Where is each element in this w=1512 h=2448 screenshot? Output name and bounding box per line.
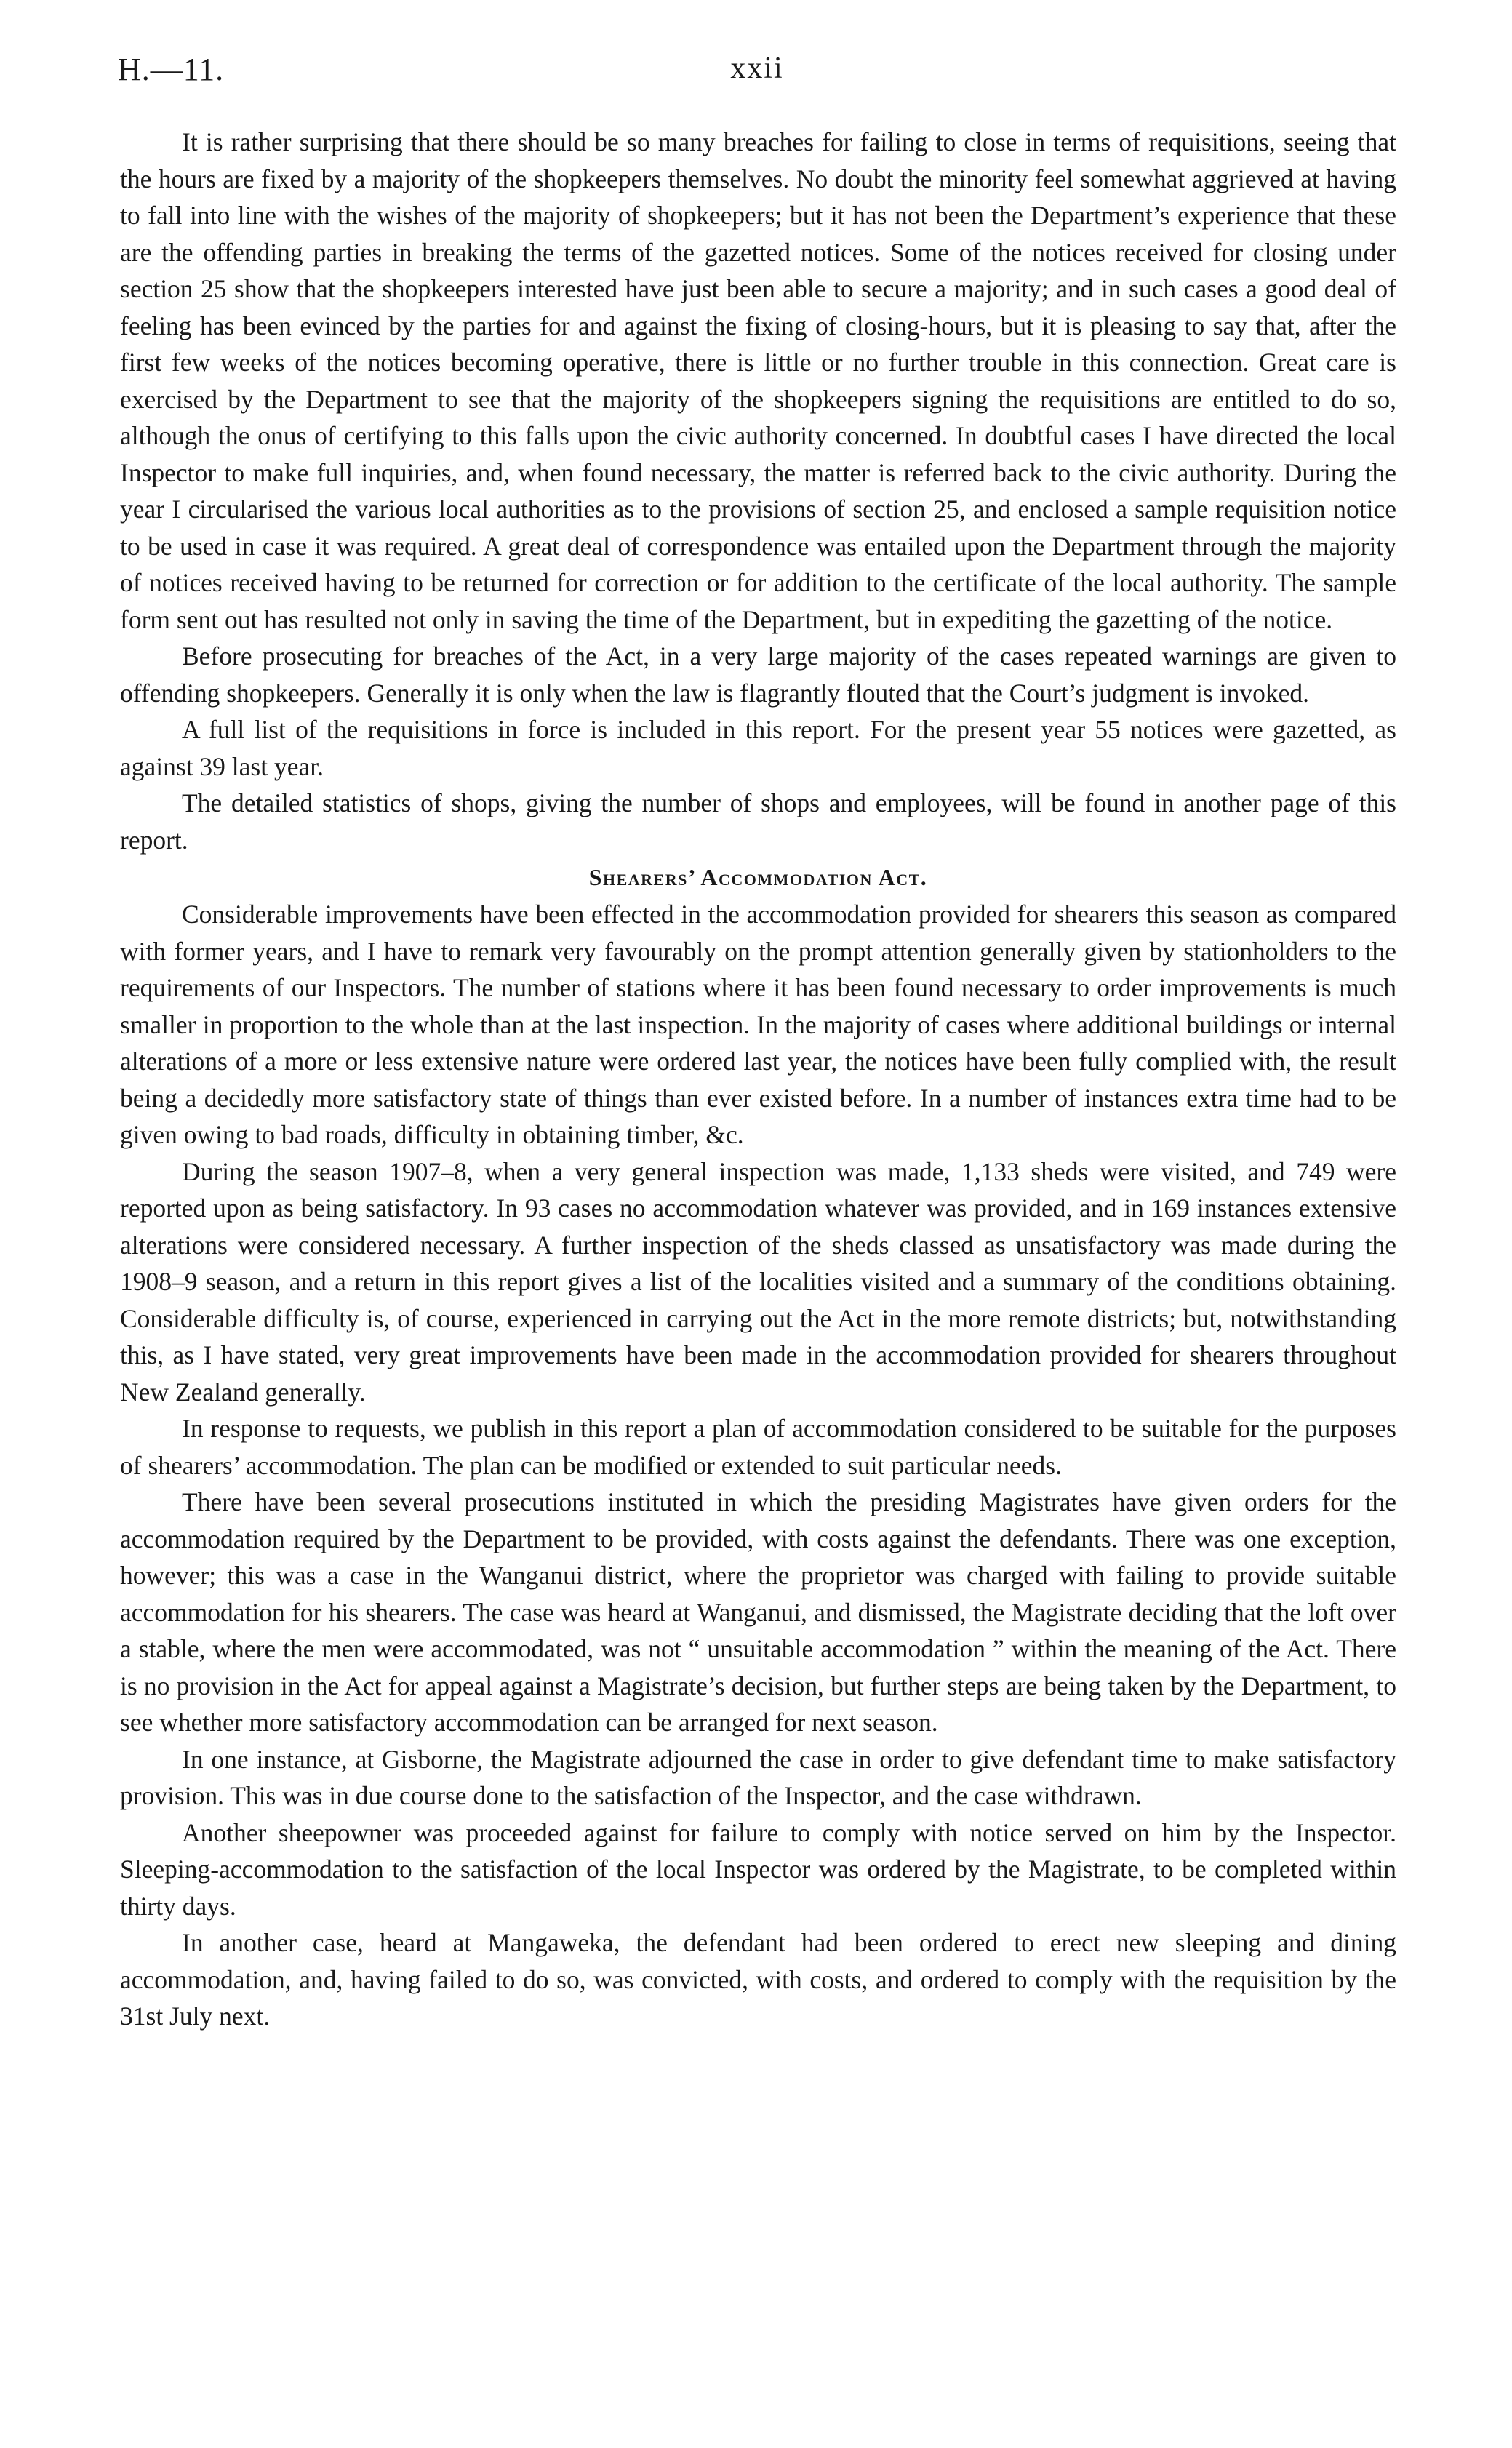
paragraph: There have been several prosecutions instituted in which the presiding Magistrates have given orders for the accommodation required by the Department to be provided, with costs against the defendants. There was one exception, however; this was a case in the Wanganui district, where the proprietor was charged with failing to provide suitable accommodation for his shearers. The case was heard at Wanganui, and dismissed, the Magistrate deciding that the loft over a stable, where the men were accommodated, was not “ unsuitable accommodation ” within the meaning of the Act. There is no provision in the Act for appeal against a Magistrate’s decision, but further steps are being taken by the Department, to see whether more satisfactory accommodation can be arranged for next season. (120, 1487, 1396, 1737)
paragraph: In one instance, at Gisborne, the Magistrate adjourned the case in order to give defendant time to make satisfactory provision. This was in due course done to the satisfaction of the Inspector, and the case withdrawn. (120, 1744, 1396, 1810)
paragraph: It is rather surprising that there should be so many breaches for failing to close in terms of requisitions, seeing that the hours are fixed by a majority of the shopkeepers themselves. No doubt the minority feel somewhat aggrieved at having to fall into line with the wishes of the majority of shopkeepers; but it has not been the Department’s experience that these are the offending parties in breaking the terms of the gazetted notices. Some of the notices received for closing under section 25 show that the shopkeepers interested have just been able to secure a majority; and in such cases a good deal of feeling has been evinced by the parties for and against the fixing of closing-hours, but it is pleasing to say that, after the first few weeks of the notices becoming operative, there is little or no further trouble in this connection. Great care is exercised by the Department to see that the majority of the shopkeepers signing the requisitions are entitled to do so, although the onus of certifying to this falls upon the civic authority concerned. In doubtful cases I have directed the local Inspector to make full inquiries, and, when found necessary, the matter is referred back to the civic authority. During the year I circularised the various local authorities as to the provisions of section 25, and enclosed a sample requisition notice to be used in case it was required. A great deal of correspondence was entailed upon the Department through the majority of notices received having to be returned for correction or for addition to the certificate of the local authority. The sample form sent out has resulted not only in saving the time of the Department, but in expediting the gazetting of the notice. (120, 127, 1396, 634)
body-text (120, 124, 1396, 2035)
page-number: xxii (730, 52, 784, 85)
paragraph: During the season 1907–8, when a very general inspection was made, 1,133 sheds were visited, and 749 were reported upon as being satisfactory. In 93 cases no accommodation whatever was provided, and in 169 instances extensive alterations were considered necessary. A further inspection of the sheds classed as unsatisfactory was made during the 1908–9 season, and a return in this report gives a list of the localities visited and a summary of the conditions obtaining. Considerable difficulty is, of course, experienced in carrying out the Act in the more remote districts; but, notwithstanding this, as I have stated, very great improvements have been made in the accommodation provided for shearers throughout New Zealand generally. (120, 1156, 1396, 1407)
page-header (118, 51, 1396, 102)
paragraph: Before prosecuting for breaches of the Act, in a very large majority of the cases repeated warnings are given to offending shopkeepers. Generally it is only when the law is flagrantly flouted that the Court’s judgment is invoked. (120, 641, 1396, 708)
page-reference: H.—11. (118, 52, 225, 87)
paragraph: In another case, heard at Mangaweka, the defendant had been ordered to erect new sleeping and dining accommodation, and, having failed to do so, was convicted, with costs, and ordered to comply with the requisition by the 31st July next. (120, 1928, 1396, 2031)
section-heading: Shearers’ Accommodation Act. (588, 864, 928, 890)
paragraph: The detailed statistics of shops, giving the number of shops and employees, will be found in another page of this report. (120, 788, 1396, 855)
paragraph: Considerable improvements have been effected in the accommodation provided for shearers this season as compared with former years, and I have to remark very favourably on the prompt attention generally given by stationholders to the requirements of our Inspectors. The number of stations where it has been found necessary to order improvements is much smaller in proportion to the whole than at the last inspection. In the majority of cases where additional buildings or internal alterations of a more or less extensive nature were ordered last year, the notices have been fully complied with, the result being a decidedly more satisfactory state of things than ever existed before. In a number of instances extra time had to be given owing to bad roads, difficulty in obtaining timber, &c. (120, 900, 1396, 1149)
paragraph: Another sheepowner was proceeded against for failure to comply with notice served on him by the Inspector. Sleeping-accommodation to the satisfaction of the local Inspector was ordered by the Magistrate, to be completed within thirty days. (120, 1817, 1396, 1921)
paragraph: A full list of the requisitions in force is included in this report. For the present year 55 notices were gazetted, as against 39 last year. (120, 715, 1396, 781)
paragraph: In response to requests, we publish in this report a plan of accommodation considered to be suitable for the purposes of shearers’ accommodation. The plan can be modified or extended to suit particular needs. (120, 1414, 1396, 1480)
